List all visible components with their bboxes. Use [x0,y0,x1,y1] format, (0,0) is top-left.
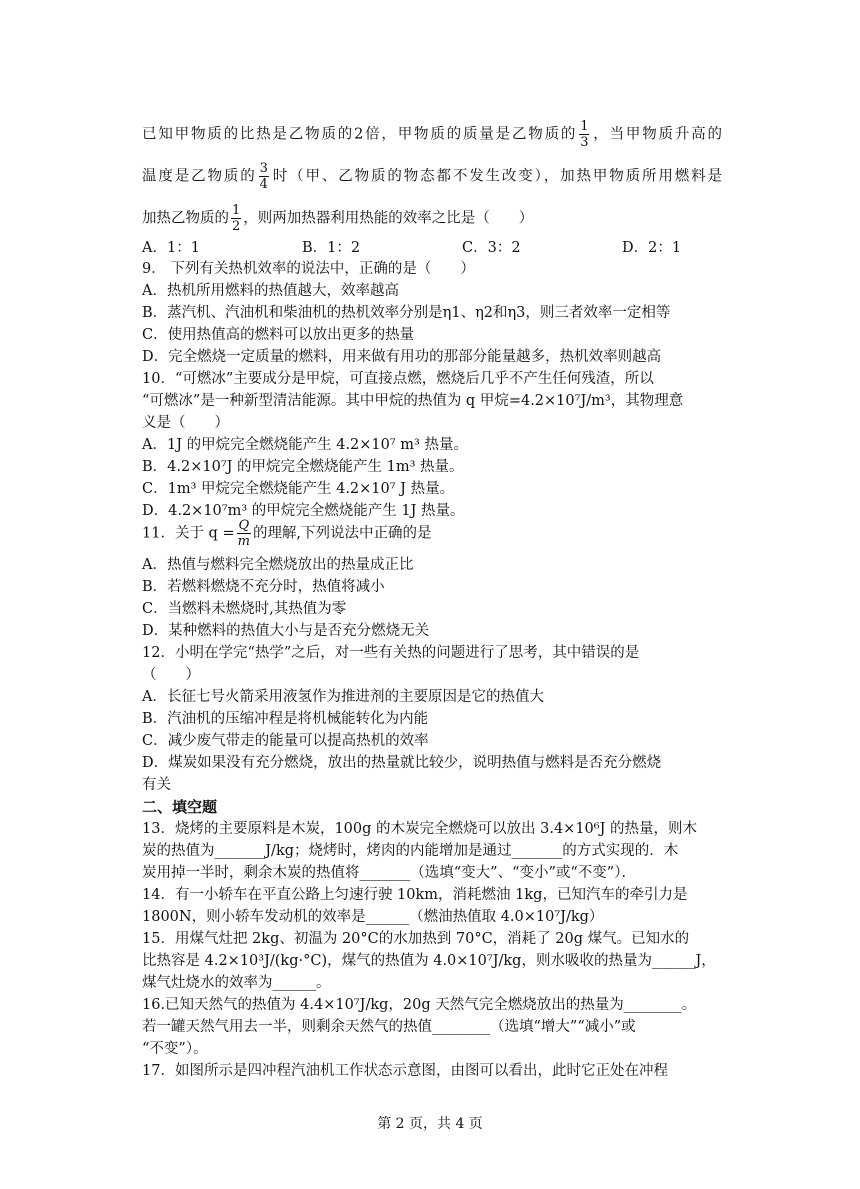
q8-line-1 [142,119,722,150]
q12-answer-paren: （ ） [142,667,200,683]
q8-text: 时（甲、乙物质的物态都不发生改变），加热甲物质所用燃料是 [270,168,722,185]
fraction-denominator [237,534,251,549]
q15-line-2: 比热容是 4.2×10³J/(kg·°C)，煤气的热值为 4.0×10⁷J/kg，则水吸收的热量为______J， [142,953,716,969]
option-a: A．1：1 [142,240,200,256]
fraction-denominator: 3 [580,135,589,150]
q12-option-b: B．汽油机的压缩冲程是将机械能转化为内能 [142,711,429,727]
q10-option-b: B．4.2×10⁷J 的甲烷完全燃烧能产生 1m³ 热量。 [142,459,464,475]
q8-options [142,237,722,259]
q12-stem: 12．小明在学完“热学”之后，对一些有关热的问题进行了思考，其中错误的是 [142,645,640,661]
q11-option-d: D．某种燃料的热值大小与是否充分燃烧无关 [142,623,430,639]
q11-text: 11．关于 q = [142,525,235,542]
q13-line-2: 炭的热值为_______J/kg；烧烤时，烤肉的内能增加是通过_______的方式实现的．木 [142,843,679,859]
q17-line-1: 17．如图所示是四冲程汽油机工作状态示意图，由图可以看出，此时它正处在冲程 [142,1063,668,1079]
q10-option-d: D．4.2×10⁷m³ 的甲烷完全燃烧能产生 1J 热量。 [142,503,465,519]
q9-stem: 9． 下列有关热机效率的说法中，正确的是（ ） [142,261,475,277]
q10-stem-line-3: 义是（ ） [142,415,229,431]
q16-line-3: “不变”）。 [142,1041,208,1057]
q15-line-1: 15．用煤气灶把 2kg、初温为 20°C的水加热到 70°C，消耗了 20g 煤气。已知水的 [142,931,690,947]
q9-option-b: B．蒸汽机、汽油机和柴油机的热机效率分别是η1、η2和η3，则三者效率一定相等 [142,305,671,321]
fraction-numerator: 1 [232,203,241,218]
fraction-denominator: 4 [259,177,268,192]
q12-option-d-line-1: D．煤炭如果没有充分燃烧，放出的热量就比较少，说明热值与燃料是否充分燃烧 [142,755,662,771]
q8-text: ，则两加热器利用热能的效率之比是（ ） [243,210,534,227]
fraction-numerator: 3 [259,161,268,176]
q8-line-3 [142,203,722,234]
q10-stem-line-2: “可燃冰”是一种新型清洁能源。其中甲烷的热值为 q 甲烷=4.2×10⁷J/m³，其物理意 [142,393,684,409]
fraction-numerator: 1 [580,119,589,134]
q8-text: 温度是乙物质的 [142,168,257,185]
q11-option-b: B．若燃料燃烧不充分时，热值将减小 [142,579,385,595]
fraction-one-third [579,119,589,150]
fraction-denominator: 2 [232,219,241,234]
q15-line-3: 煤气灶烧水的效率为______。 [142,975,331,991]
q16-line-2: 若一罐天然气用去一半，则剩余天然气的热值________（选填“增大”“减小”或 [142,1019,636,1035]
q8-line-2 [142,161,722,192]
option-b: B．1：2 [302,240,361,256]
q8-text: 加热乙物质的 [142,210,229,227]
fraction-q-over-m [237,518,251,549]
q8-text: 已知甲物质的比热是乙物质的2倍，甲物质的质量是乙物质的 [142,126,578,143]
q14-line-2: 1800N，则小轿车发动机的效率是______（燃油热值取 4.0×10⁷J/kg） [142,909,604,925]
q10-option-c: C．1m³ 甲烷完全燃烧能产生 4.2×10⁷ J 热量。 [142,481,455,497]
q12-option-d-line-2: 有关 [142,777,171,793]
option-c: C．3：2 [462,240,521,256]
option-d: D．2：1 [622,240,682,256]
q11-text: 的理解,下列说法中正确的是 [252,525,432,542]
q10-stem-line-1: 10．“可燃冰”主要成分是甲烷，可直接点燃，燃烧后几乎不产生任何残渣，所以 [142,371,654,387]
fraction-numerator [237,518,251,534]
fraction-one-half [231,203,241,234]
q14-line-1: 14．有一小轿车在平直公路上匀速行驶 10km，消耗燃油 1kg，已知汽车的牵引力是 [142,887,688,903]
fraction-denominator-text: m [237,534,250,549]
q8-text: ，当甲物质升高的 [591,126,722,143]
q11-option-a: A．热值与燃料完全燃烧放出的热量成正比 [142,557,414,573]
q10-option-a: A．1J 的甲烷完全燃烧能产生 4.2×10⁷ m³ 热量。 [142,437,468,453]
q13-line-3: 炭用掉一半时，剩余木炭的热值将_______（选填“变大”、“变小”或“不变”）． [142,865,636,881]
q16-line-1: 16.已知天然气的热值为 4.4×10⁷J/kg，20g 天然气完全燃烧放出的热量为________。 [142,997,697,1013]
section-heading: 二、填空题 [142,798,218,816]
fraction-numerator-text: Q [238,518,250,533]
q11-option-c: C．当燃料未燃烧时,其热值为零 [142,601,347,617]
q12-option-a: A．长征七号火箭采用液氢作为推进剂的主要原因是它的热值大 [142,689,544,705]
q12-option-c: C．减少废气带走的能量可以提高热机的效率 [142,733,429,749]
q9-option-c: C．使用热值高的燃料可以放出更多的热量 [142,327,415,343]
fraction-three-quarters [259,161,269,192]
page-number-footer: 第 2 页，共 4 页 [377,1116,483,1132]
q13-line-1: 13．烧烤的主要原料是木炭，100g 的木炭完全燃烧可以放出 3.4×10⁶J 的热量，则木 [142,821,698,837]
q9-option-a: A．热机所用燃料的热值越大，效率越高 [142,283,399,299]
q11-stem [142,518,722,549]
q9-option-d: D．完全燃烧一定质量的燃料，用来做有用功的那部分能量越多，热机效率则越高 [142,349,662,365]
